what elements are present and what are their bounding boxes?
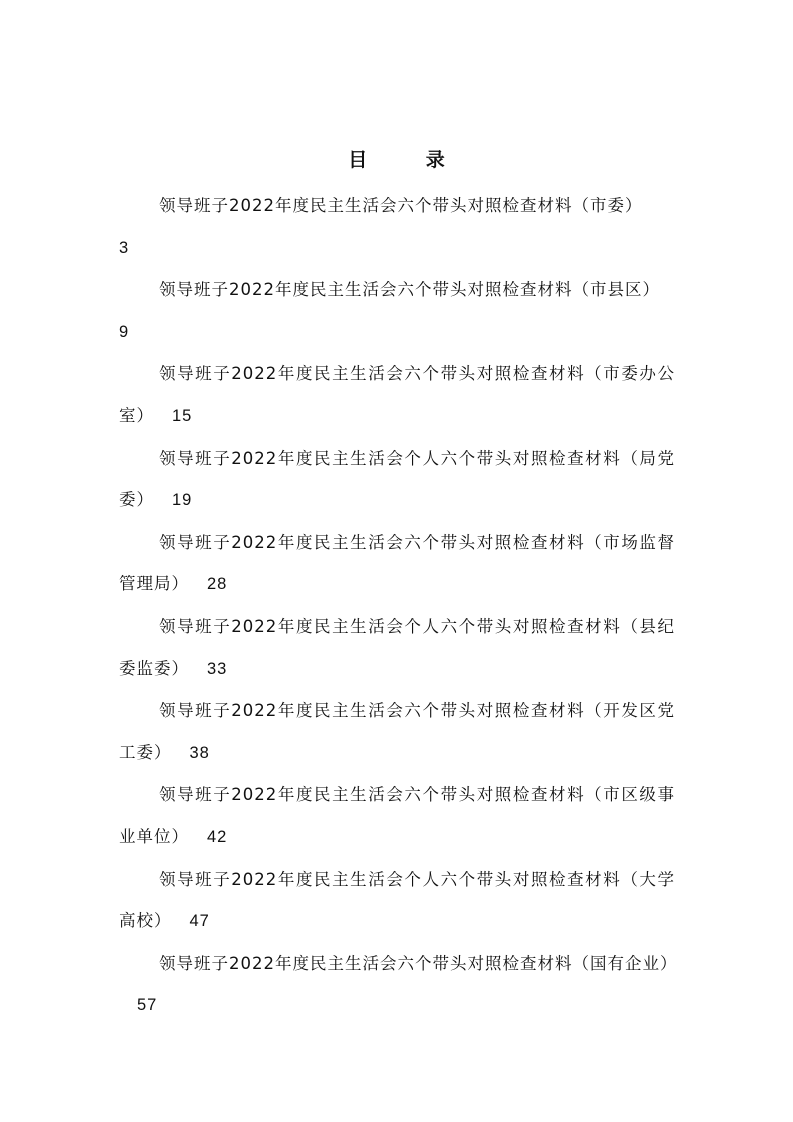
toc-entry[interactable] bbox=[119, 859, 675, 943]
toc-entry-text[interactable]: 领导班子2022年度民主生活会六个带头对照检查材料（开发区党工委） bbox=[119, 701, 675, 762]
toc-title: 目 录 bbox=[348, 149, 471, 171]
toc-entry-text[interactable]: 领导班子2022年度民主生活会个人六个带头对照检查材料（局党委） bbox=[119, 448, 675, 510]
toc-entry[interactable] bbox=[119, 774, 675, 858]
toc-entry-page[interactable]: 57 bbox=[137, 996, 158, 1015]
toc-entry[interactable] bbox=[119, 690, 675, 774]
toc-entry-page[interactable]: 47 bbox=[189, 912, 210, 931]
toc-entry-page[interactable]: 42 bbox=[207, 827, 228, 846]
toc-entry[interactable] bbox=[119, 943, 678, 1027]
toc-entry-text[interactable]: 领导班子2022年度民主生活会六个带头对照检查材料（市委办公室） bbox=[119, 364, 675, 425]
toc-entry-page[interactable]: 15 bbox=[172, 406, 193, 425]
toc-entry-page[interactable]: 28 bbox=[207, 575, 228, 594]
toc-entry-text[interactable]: 领导班子2022年度民主生活会六个带头对照检查材料（市县区） bbox=[159, 280, 660, 300]
toc-entry[interactable] bbox=[119, 353, 675, 437]
toc-entry-page[interactable]: 19 bbox=[172, 491, 193, 510]
toc-entry-text[interactable]: 领导班子2022年度民主生活会六个带头对照检查材料（市区级事业单位） bbox=[119, 785, 675, 846]
toc-entry-text[interactable]: 领导班子2022年度民主生活会个人六个带头对照检查材料（县纪委监委） bbox=[119, 616, 675, 678]
toc-entry-page[interactable]: 33 bbox=[207, 659, 228, 678]
toc-entry[interactable] bbox=[119, 522, 675, 606]
toc-entry[interactable] bbox=[119, 438, 675, 522]
toc-entry-text[interactable]: 领导班子2022年度民主生活会六个带头对照检查材料（国有企业） bbox=[159, 953, 678, 973]
toc-entry-page[interactable]: 3 bbox=[119, 238, 130, 257]
toc-entry[interactable] bbox=[119, 269, 675, 353]
toc-entry-page[interactable]: 9 bbox=[119, 322, 130, 341]
toc-entry-text[interactable]: 领导班子2022年度民主生活会六个带头对照检查材料（市委） bbox=[159, 196, 643, 215]
toc-entry-text[interactable]: 领导班子2022年度民主生活会六个带头对照检查材料（市场监督管理局） bbox=[119, 532, 675, 594]
toc-list bbox=[119, 185, 678, 1027]
toc-entry-page[interactable]: 38 bbox=[189, 743, 210, 762]
toc-entry[interactable] bbox=[119, 185, 675, 269]
toc-entry[interactable] bbox=[119, 606, 675, 690]
toc-entry-text[interactable]: 领导班子2022年度民主生活会个人六个带头对照检查材料（大学高校） bbox=[119, 869, 675, 931]
